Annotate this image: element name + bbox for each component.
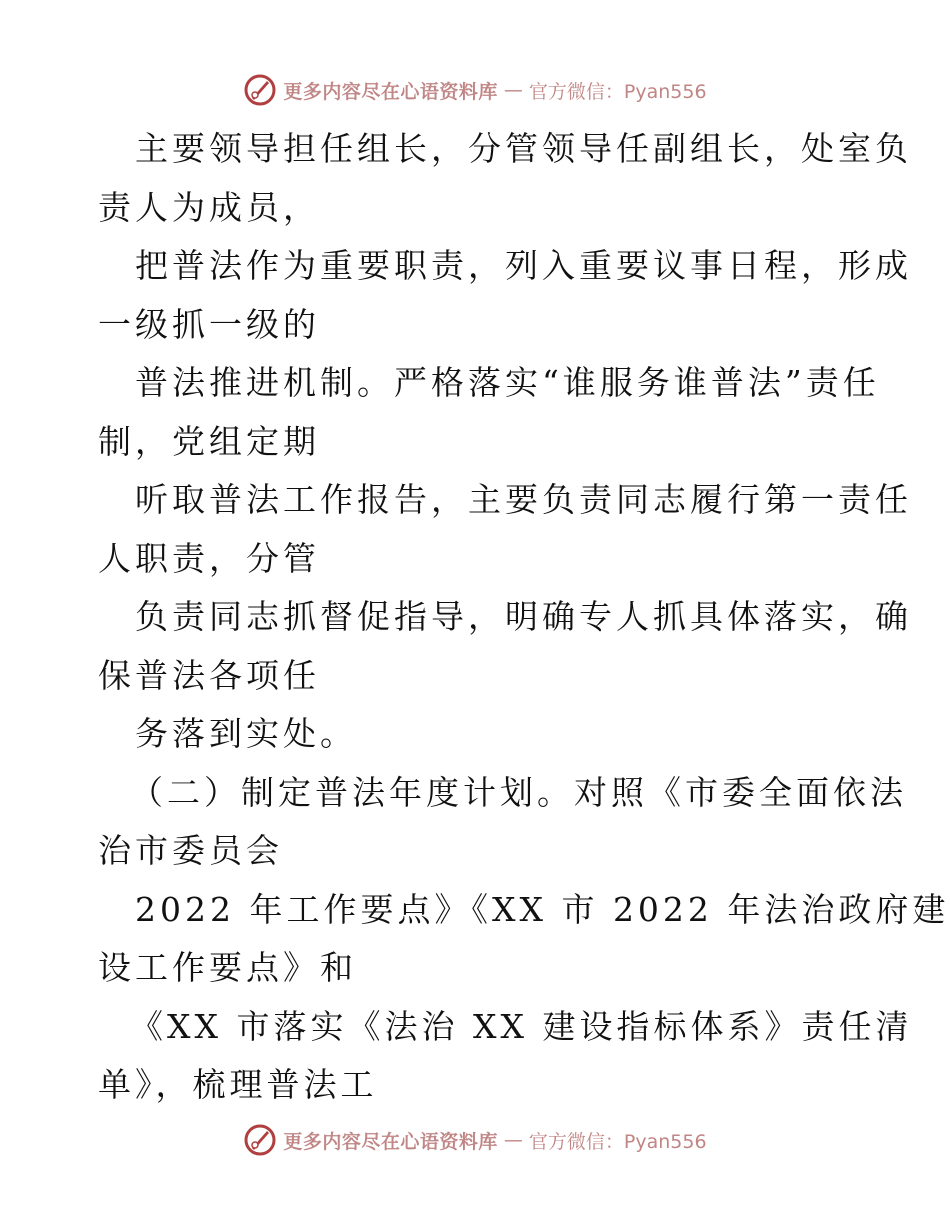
quill-logo-icon — [243, 1123, 277, 1157]
paragraph-line: 治市委员会 — [98, 831, 283, 870]
paragraph-line: 普法推进机制。严格落实“谁服务谁普法”责任 — [135, 363, 880, 402]
watermark-banner-bottom — [0, 1120, 950, 1160]
document-body — [98, 120, 950, 1115]
paragraph-line: 一级抓一级的 — [98, 304, 320, 344]
watermark-text: 更多内容尽在心语资料库 — [283, 1130, 498, 1153]
paragraph-line: 保普法各项任 — [98, 655, 320, 695]
paragraph-line: 务落到实处。 — [135, 714, 357, 753]
paragraph-line: 把普法作为重要职责，列入重要议事日程，形成 — [135, 246, 912, 285]
watermark-banner-top — [0, 70, 950, 110]
watermark-suffix: 官方微信：Pyan556 — [528, 1130, 707, 1153]
paragraph-line: 主要领导担任组长，分管领导任副组长，处室负 — [135, 129, 912, 168]
quill-logo-icon — [243, 73, 277, 107]
paragraph-line: 《XX 市落实《法治 XX 建设指标体系》责任清 — [130, 1006, 913, 1046]
paragraph-line: 听取普法工作报告，主要负责同志履行第一责任 — [135, 480, 912, 519]
paragraph-line: 制，党组定期 — [98, 421, 320, 461]
paragraph-line: 人职责，分管 — [98, 538, 320, 578]
watermark-dash: — — [503, 1129, 523, 1151]
paragraph-line: 负责同志抓督促指导，明确专人抓具体落实，确 — [135, 597, 912, 636]
watermark-text: 更多内容尽在心语资料库 — [283, 80, 498, 103]
paragraph-line: 2022 年工作要点》《XX 市 2022 年法治政府建 — [135, 889, 950, 929]
paragraph-line: 设工作要点》和 — [98, 948, 357, 987]
paragraph-line: （二）制定普法年度计划。对照《市委全面依法 — [130, 772, 907, 812]
paragraph-line: 责人为成员， — [98, 187, 320, 227]
paragraph-line: 单》，梳理普法工 — [98, 1065, 378, 1104]
watermark-dash: — — [503, 79, 523, 101]
watermark-suffix: 官方微信：Pyan556 — [528, 80, 707, 103]
